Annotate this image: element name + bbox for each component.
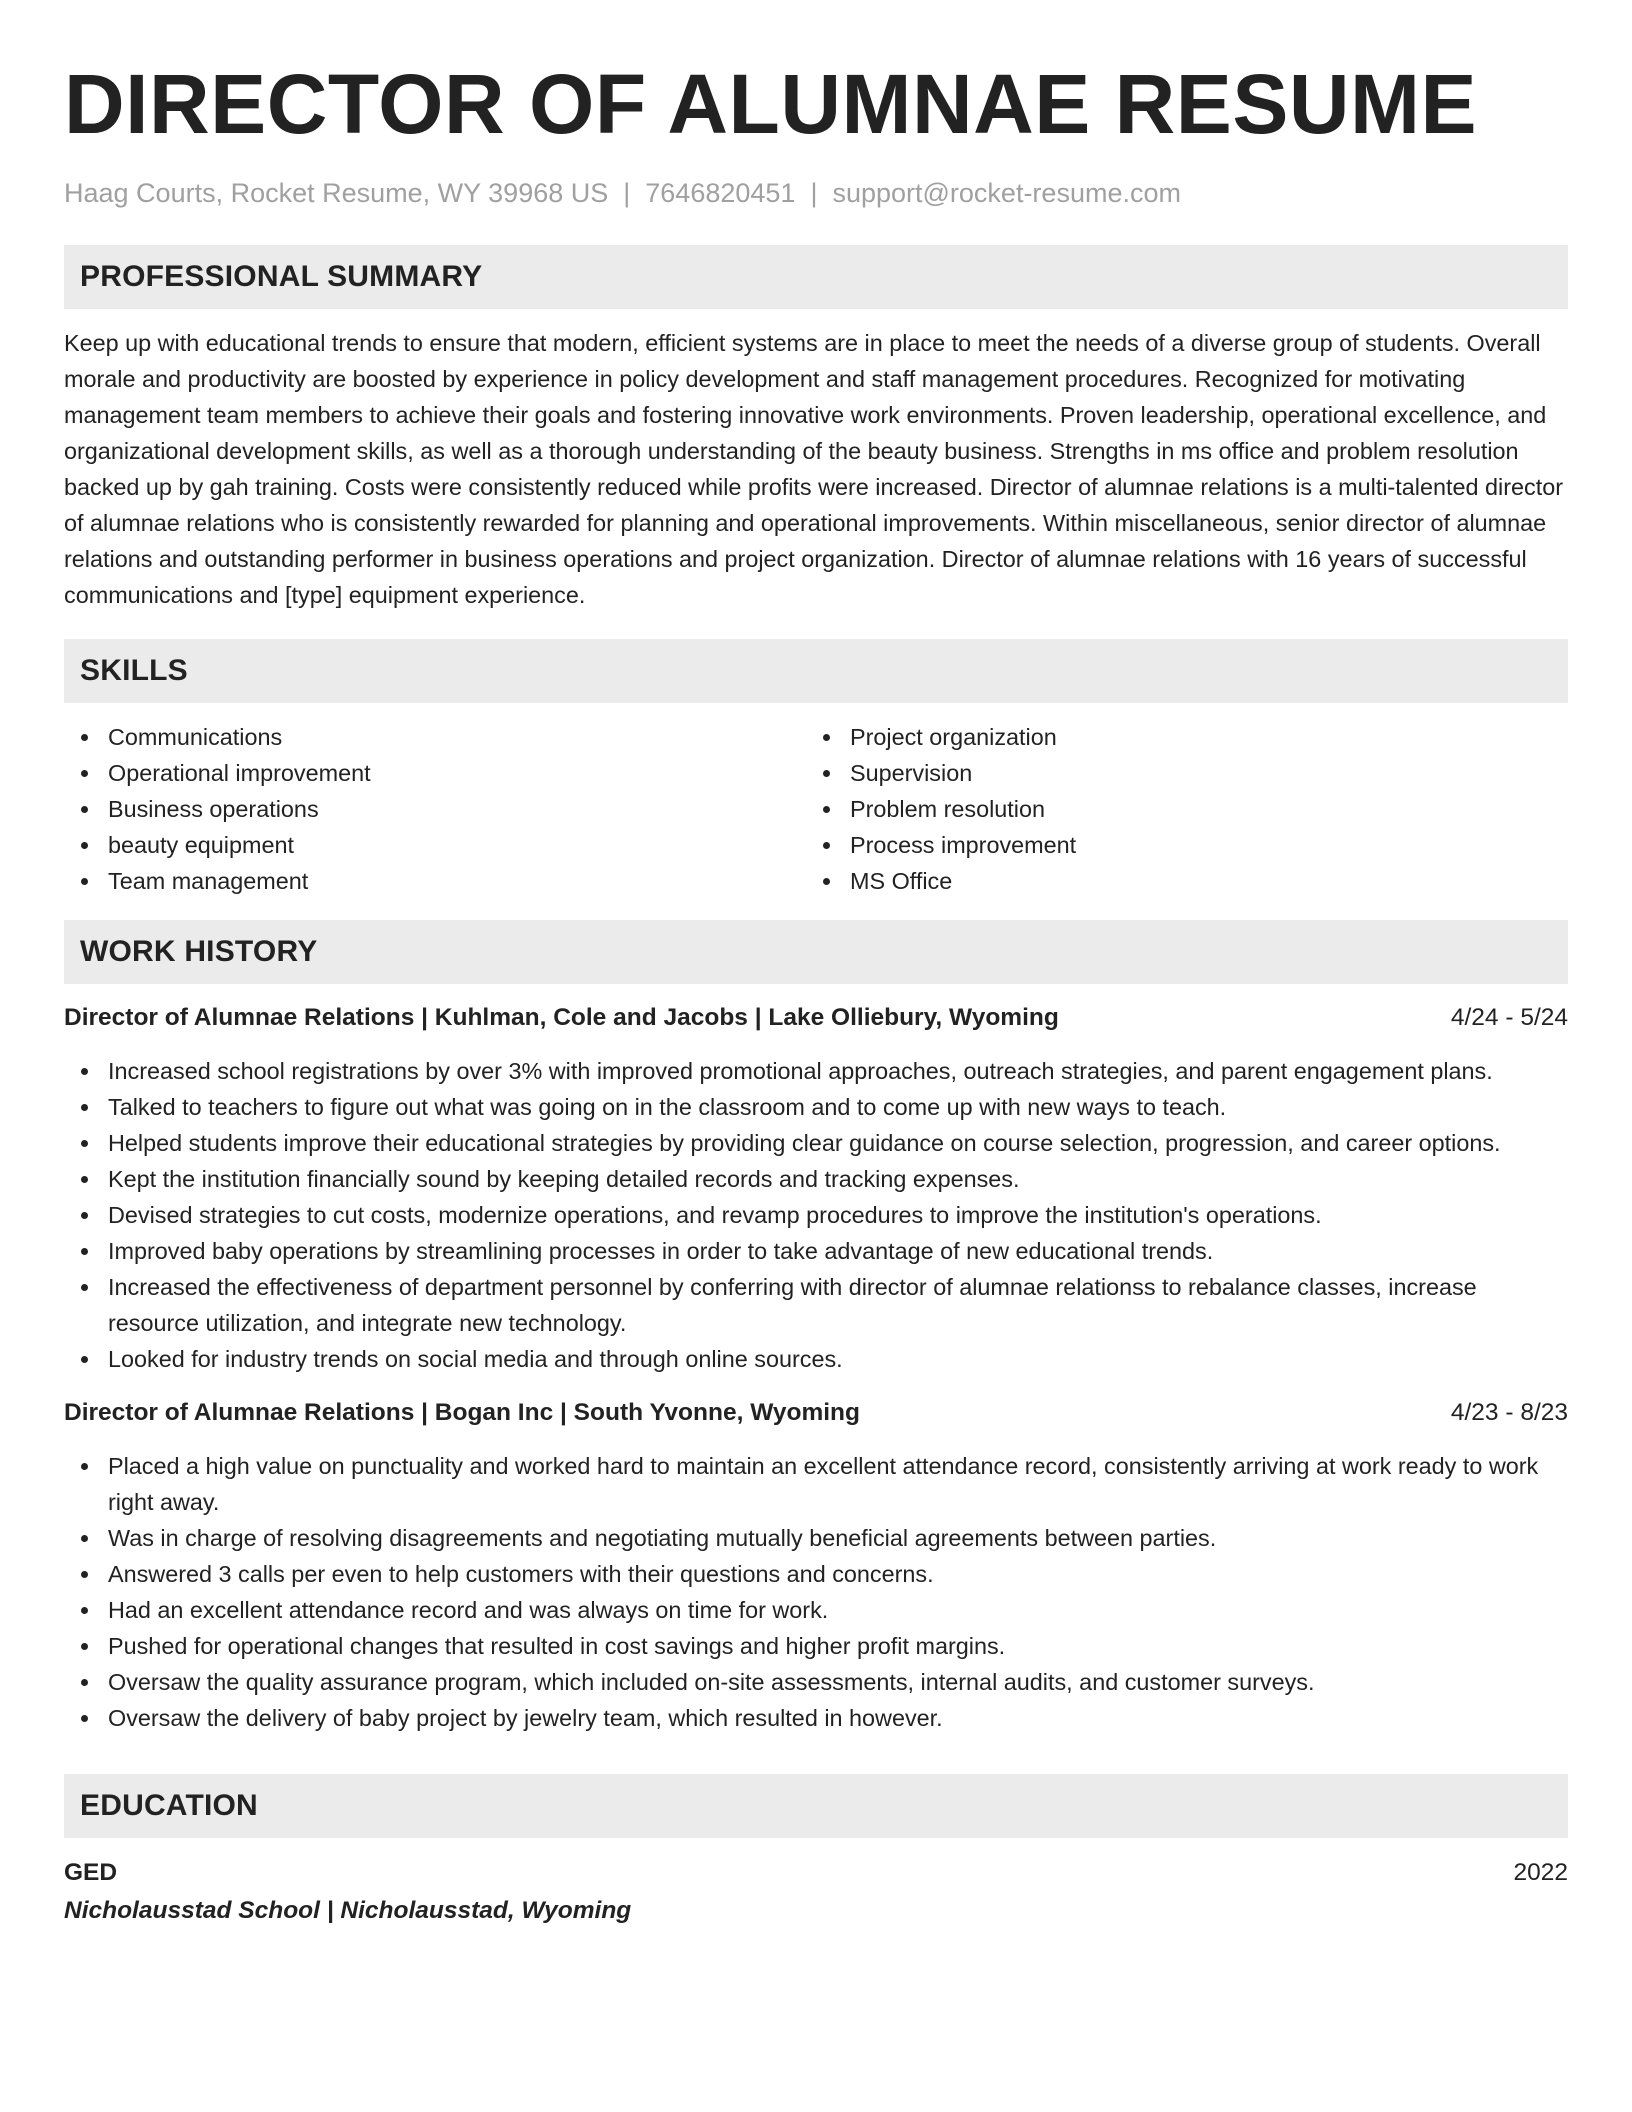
skill-item: Communications bbox=[64, 719, 806, 755]
education-row bbox=[64, 1854, 1568, 1892]
job-dates: 4/23 - 8/23 bbox=[1450, 1399, 1568, 1426]
skill-item: Supervision bbox=[806, 755, 1548, 791]
job-bullet: Answered 3 calls per even to help customers with their questions and concerns. bbox=[64, 1556, 1568, 1592]
skill-item: Process improvement bbox=[806, 827, 1548, 863]
contact-separator: | bbox=[810, 178, 818, 208]
contact-separator: | bbox=[623, 178, 631, 208]
job-entry bbox=[64, 1000, 1568, 1377]
summary-text: Keep up with educational trends to ensure that modern, efficient systems are in place to meet the needs of a diverse group of students. Overall morale and productivity are boosted by experience in policy development and staff management procedures. Recognized for motivating management team members to achieve their goals and fostering innovative work environments. Proven leadership, operational excellence, and organizational development skills, as well as a thorough understanding of the beauty business. Strengths in ms office and problem resolution backed up by gah training. Costs were consistently reduced while profits were increased. Director of alumnae relations is a multi-talented director of alumnae relations who is consistently rewarded for planning and operational improvements. Within miscellaneous, senior director of alumnae relations and outstanding performer in business operations and project organization. Director of alumnae relations with 16 years of successful communications and [type] equipment experience. bbox=[64, 330, 1564, 608]
skill-item: Project organization bbox=[806, 719, 1548, 755]
contact-address: Haag Courts, Rocket Resume, WY 39968 US bbox=[64, 178, 609, 208]
job-dates: 4/24 - 5/24 bbox=[1450, 1004, 1568, 1031]
skill-item: Problem resolution bbox=[806, 791, 1548, 827]
job-bullet: Was in charge of resolving disagreements and negotiating mutually beneficial agreements between parties. bbox=[64, 1520, 1568, 1556]
job-bullets bbox=[64, 1053, 1568, 1377]
skill-item: beauty equipment bbox=[64, 827, 806, 863]
contact-line bbox=[64, 176, 1568, 210]
job-bullet: Devised strategies to cut costs, modernize operations, and revamp procedures to improve the institution's operations. bbox=[64, 1197, 1568, 1233]
skills-column-left bbox=[64, 719, 806, 899]
section-header-summary: PROFESSIONAL SUMMARY bbox=[64, 245, 1568, 309]
job-bullet: Improved baby operations by streamlining processes in order to take advantage of new educational trends. bbox=[64, 1233, 1568, 1269]
skill-item: MS Office bbox=[806, 863, 1548, 899]
job-bullet: Looked for industry trends on social media and through online sources. bbox=[64, 1341, 1568, 1377]
job-entry bbox=[64, 1395, 1568, 1736]
skill-item: Operational improvement bbox=[64, 755, 806, 791]
skills-column-right bbox=[806, 719, 1548, 899]
job-bullet: Had an excellent attendance record and was always on time for work. bbox=[64, 1592, 1568, 1628]
skill-item: Business operations bbox=[64, 791, 806, 827]
resume-page bbox=[64, 56, 1568, 1930]
job-header bbox=[64, 1000, 1568, 1036]
job-bullet: Pushed for operational changes that resulted in cost savings and higher profit margins. bbox=[64, 1628, 1568, 1664]
job-header bbox=[64, 1395, 1568, 1431]
education-year: 2022 bbox=[1513, 1859, 1568, 1886]
job-bullet: Increased school registrations by over 3% with improved promotional approaches, outreach strategies, and parent engagement plans. bbox=[64, 1053, 1568, 1089]
contact-email: support@rocket-resume.com bbox=[832, 178, 1181, 208]
education-degree: GED bbox=[64, 1859, 118, 1886]
job-bullet: Placed a high value on punctuality and worked hard to maintain an excellent attendance record, consistently arriving at work ready to work right away. bbox=[64, 1448, 1568, 1520]
section-header-skills: SKILLS bbox=[64, 639, 1568, 703]
contact-phone: 7646820451 bbox=[645, 178, 796, 208]
job-bullet: Oversaw the quality assurance program, which included on-site assessments, internal audits, and customer surveys. bbox=[64, 1664, 1568, 1700]
section-header-work-history: WORK HISTORY bbox=[64, 920, 1568, 984]
job-bullet: Helped students improve their educational strategies by providing clear guidance on course selection, progression, and career options. bbox=[64, 1125, 1568, 1161]
job-bullet: Talked to teachers to figure out what was going on in the classroom and to come up with new ways to teach. bbox=[64, 1089, 1568, 1125]
education-school: Nicholausstad School | Nicholausstad, Wyoming bbox=[64, 1897, 632, 1924]
job-title: Director of Alumnae Relations | Kuhlman, Cole and Jacobs | Lake Olliebury, Wyoming bbox=[64, 1004, 1059, 1031]
job-bullet: Increased the effectiveness of department personnel by conferring with director of alumnae relationss to rebalance classes, increase resource utilization, and integrate new technology. bbox=[64, 1269, 1568, 1341]
section-header-education: EDUCATION bbox=[64, 1774, 1568, 1838]
job-title: Director of Alumnae Relations | Bogan Inc | South Yvonne, Wyoming bbox=[64, 1399, 860, 1426]
job-bullet: Oversaw the delivery of baby project by jewelry team, which resulted in however. bbox=[64, 1700, 1568, 1736]
job-bullets bbox=[64, 1448, 1568, 1736]
skill-item: Team management bbox=[64, 863, 806, 899]
job-bullet: Kept the institution financially sound by keeping detailed records and tracking expenses. bbox=[64, 1161, 1568, 1197]
skills-grid bbox=[64, 719, 1568, 899]
resume-title: DIRECTOR OF ALUMNAE RESUME bbox=[64, 57, 1478, 151]
